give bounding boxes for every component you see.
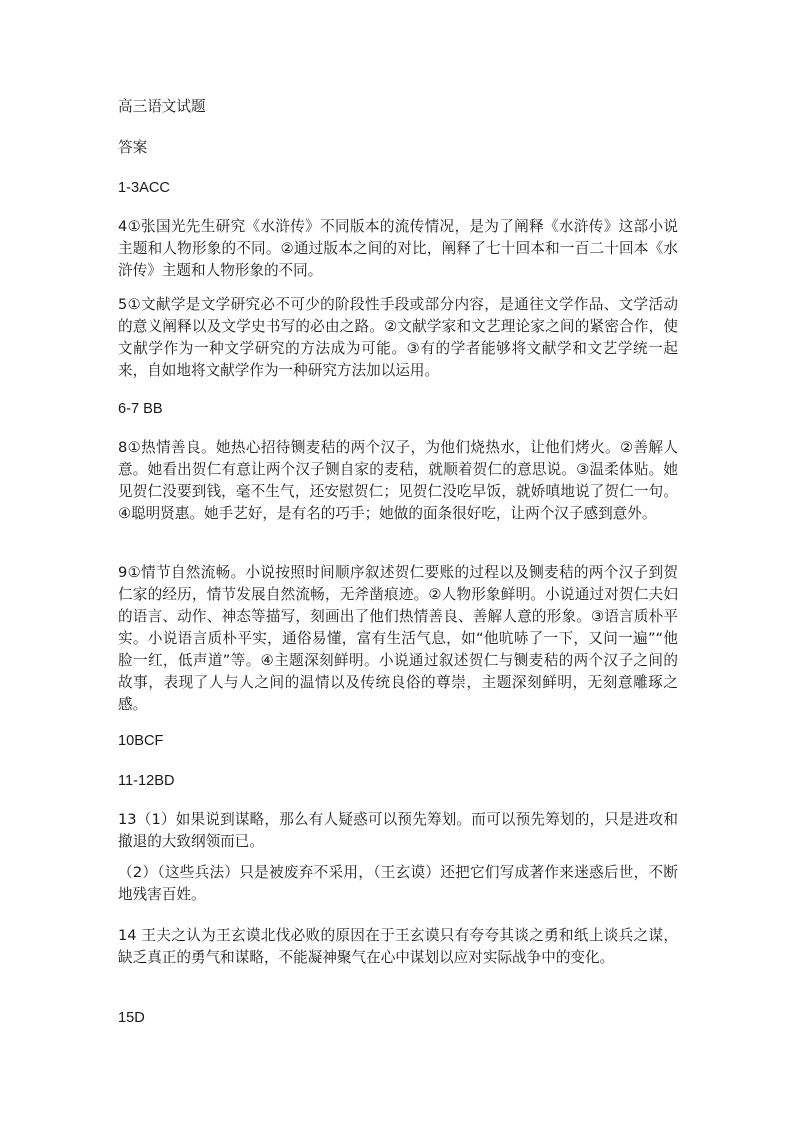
answer-5: 5①文献学是文学研究必不可少的阶段性手段或部分内容，是通往文学作品、文学活动的意义阐释以及文学史书写的必由之路。②文献学家和文艺理论家之间的紧密合作，使文献学作为一种文学研究的方法成为可能。③有的学者能够将文献学和文艺学统一起来，自如地将文献学作为一种研究方法加以运用。 [118,296,678,379]
answers-heading: 答案 [118,139,148,156]
answer-9: 9①情节自然流畅。小说按照时间顺序叙述贺仁要账的过程以及铡麦秸的两个汉子到贺仁家的经历，情节发展自然流畅，无斧凿痕迹。②人物形象鲜明。小说通过对贺仁夫妇的语言、动作、神态等描写，刻画出了他们热情善良、善解人意的形象。③语言质朴平实。小说语言质朴平实，通俗易懂，富有生活气息，如“他吭哧了一下，又问一遍”“他脸一红，低声道”等。④主题深刻鲜明。小说通过叙述贺仁与铡麦秸的两个汉子之间的故事，表现了人与人之间的温情以及传统良俗的尊崇，主题深刻鲜明，无刻意雕琢之感。 [118,564,678,713]
answer-15: 15D [118,1010,145,1026]
answer-4: 4①张国光先生研究《水浒传》不同版本的流传情况，是为了阐释《水浒传》这部小说主题和人物形象的不同。②通过版本之间的对比，阐释了七十回本和一百二十回本《水浒传》主题和人物形象的不同。 [118,218,678,279]
answer-13-part-1: 13（1）如果说到谋略，那么有人疑惑可以预先筹划。而可以预先筹划的，只是进攻和撤退的大致纲领而已。 [118,811,678,850]
answer-14: 14 王夫之认为王玄谟北伐必败的原因在于王玄谟只有夸夸其谈之勇和纸上谈兵之谋，缺乏真正的勇气和谋略，不能凝神聚气在心中谋划以应对实际战争中的变化。 [118,927,678,966]
answer-1-3: 1-3ACC [118,180,170,196]
answer-13-part-2: （2）（这些兵法）只是被废弃不采用，（王玄谟）还把它们写成著作来迷惑后世，不断地残害百姓。 [118,864,678,903]
answer-11-12: 11-12BD [118,773,175,789]
answer-8: 8①热情善良。她热心招待铡麦秸的两个汉子，为他们烧热水，让他们烤火。②善解人意。她看出贺仁有意让两个汉子铡自家的麦秸，就顺着贺仁的意思说。③温柔体贴。她见贺仁没要到钱，毫不生气，还安慰贺仁；见贺仁没吃早饭，就娇嗔地说了贺仁一句。④聪明贤惠。她手艺好，是有名的巧手；她做的面条很好吃，让两个汉子感到意外。 [118,439,678,522]
document-title: 高三语文试题 [118,98,206,115]
answer-10: 10BCF [118,733,164,749]
answer-6-7: 6-7 BB [118,401,163,417]
